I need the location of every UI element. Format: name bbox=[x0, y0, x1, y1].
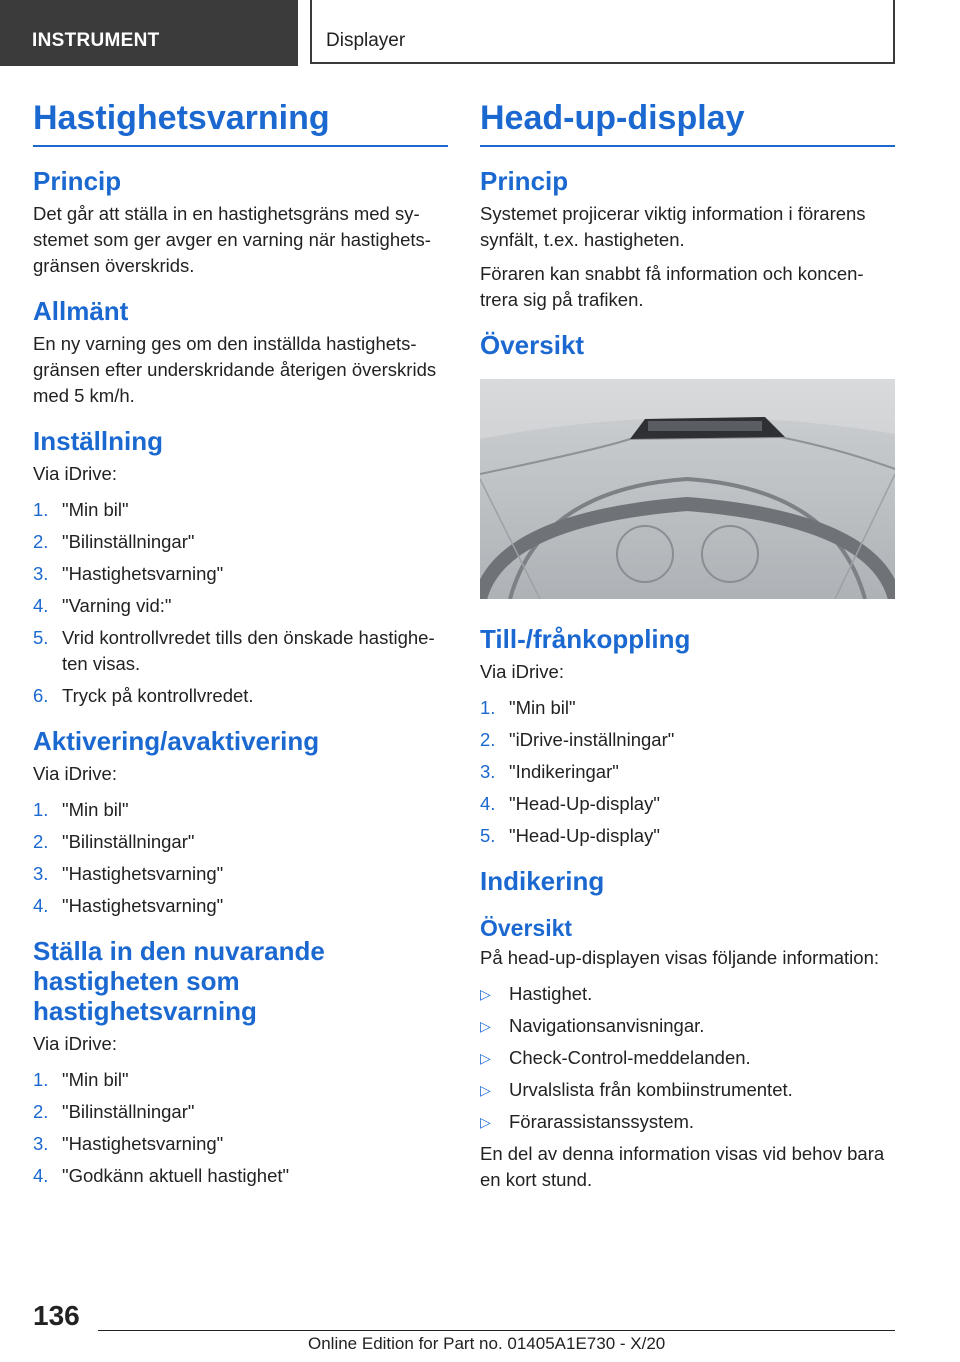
step-number: 4. bbox=[33, 1164, 49, 1186]
list-item bbox=[33, 893, 448, 919]
heading-installning: Inställning bbox=[33, 426, 163, 457]
step-text: "Min bil" bbox=[509, 697, 576, 719]
list-item bbox=[33, 1131, 448, 1157]
head-up-display-photo bbox=[480, 379, 895, 599]
step-text: Tryck på kontrollvredet. bbox=[62, 685, 254, 707]
list-item bbox=[480, 981, 895, 1007]
bullet-text: Urvalslista från kombiinstrumentet. bbox=[509, 1079, 793, 1101]
step-text: "Hastighetsvarning" bbox=[62, 894, 224, 916]
list-item bbox=[480, 1077, 895, 1103]
heading-princip-left: Princip bbox=[33, 166, 122, 197]
step-text: "Godkänn aktuell hastighet" bbox=[62, 1164, 290, 1186]
list-item bbox=[480, 727, 895, 753]
heading-indikering: Indikering bbox=[480, 866, 605, 897]
list-item bbox=[33, 497, 448, 523]
text-allmant: En ny varning ges om den inställda hastighets-gränsen efter underskridande återigen överskrids med 5 km/h. bbox=[33, 333, 437, 407]
step-number: 2. bbox=[33, 1100, 49, 1122]
intro-indikering: På head-up-displayen visas följande information: bbox=[480, 947, 880, 969]
intro-aktivering: Via iDrive: bbox=[33, 762, 117, 784]
list-item bbox=[33, 1163, 448, 1189]
intro-koppling: Via iDrive: bbox=[480, 661, 564, 683]
list-item bbox=[33, 593, 448, 619]
bullet-text: Förarassistanssystem. bbox=[509, 1111, 695, 1133]
bullet-text: Hastighet. bbox=[509, 983, 593, 1005]
triangle-right-icon: ▷ bbox=[480, 1114, 491, 1131]
list-item bbox=[480, 695, 895, 721]
list-item bbox=[33, 529, 448, 555]
step-text: "Bilinställningar" bbox=[62, 1100, 195, 1122]
step-text: "Hastighetsvarning" bbox=[62, 1132, 224, 1154]
step-number: 4. bbox=[33, 595, 49, 617]
step-number: 3. bbox=[33, 563, 49, 585]
list-indikering bbox=[480, 981, 895, 1135]
step-number: 1. bbox=[480, 697, 496, 719]
text-princip-right-2: Föraren kan snabbt få information och koncen-trera sig på trafiken. bbox=[480, 263, 864, 311]
step-text: "Hastighetsvarning" bbox=[62, 862, 224, 884]
footer-divider bbox=[98, 1330, 895, 1331]
step-number: 4. bbox=[33, 894, 49, 916]
title-hastighetsvarning: Hastighetsvarning bbox=[33, 100, 448, 147]
step-number: 2. bbox=[33, 531, 49, 553]
heading-allmant: Allmänt bbox=[33, 296, 129, 327]
step-number: 5. bbox=[480, 825, 496, 847]
list-item bbox=[33, 1067, 448, 1093]
step-text: "Bilinställningar" bbox=[62, 830, 195, 852]
list-item bbox=[480, 823, 895, 849]
step-number: 4. bbox=[480, 793, 496, 815]
step-number: 3. bbox=[33, 1132, 49, 1154]
triangle-right-icon: ▷ bbox=[480, 1082, 491, 1099]
list-item bbox=[480, 1013, 895, 1039]
text-princip-left: Det går att ställa in en hastighetsgräns med sy-stemet som ger avger en varning när hastighets-gränsen överskrids. bbox=[33, 203, 431, 277]
bullet-text: Navigationsanvisningar. bbox=[509, 1015, 705, 1037]
text-princip-right-1: Systemet projicerar viktig information i förarens synfält, t.ex. hastigheten. bbox=[480, 203, 866, 251]
step-number: 2. bbox=[480, 729, 496, 751]
heading-aktivering: Aktivering/avaktivering bbox=[33, 726, 320, 757]
list-item bbox=[480, 759, 895, 785]
step-text: "Head-Up-display" bbox=[509, 825, 660, 847]
list-aktivering bbox=[33, 797, 448, 919]
list-item bbox=[33, 561, 448, 587]
triangle-right-icon: ▷ bbox=[480, 1018, 491, 1035]
list-installning bbox=[33, 497, 448, 709]
step-text: "iDrive-inställningar" bbox=[509, 729, 675, 751]
title-head-up-display: Head-up-display bbox=[480, 100, 895, 147]
step-number: 3. bbox=[33, 862, 49, 884]
list-item bbox=[33, 829, 448, 855]
heading-nuvarande: Ställa in den nuvarande hastigheten som hastighetsvarning bbox=[33, 935, 325, 1026]
list-item bbox=[33, 683, 448, 709]
section-tab: INSTRUMENT bbox=[0, 0, 298, 66]
list-item bbox=[33, 625, 448, 677]
list-nuvarande bbox=[33, 1067, 448, 1189]
step-text: "Bilinställningar" bbox=[62, 531, 195, 553]
subheading-oversikt: Översikt bbox=[480, 914, 573, 941]
list-koppling bbox=[480, 695, 895, 849]
step-number: 1. bbox=[33, 1068, 49, 1090]
step-text: "Varning vid:" bbox=[62, 595, 172, 617]
chapter-tab: Displayer bbox=[310, 0, 895, 64]
step-number: 6. bbox=[33, 685, 49, 707]
outro-indikering: En del av denna information visas vid behov bara en kort stund. bbox=[480, 1143, 885, 1191]
list-item bbox=[33, 1099, 448, 1125]
bullet-text: Check-Control-meddelanden. bbox=[509, 1047, 751, 1069]
step-text: "Hastighetsvarning" bbox=[62, 563, 224, 585]
list-item bbox=[480, 791, 895, 817]
page-header bbox=[0, 0, 960, 66]
step-text: "Head-Up-display" bbox=[509, 793, 660, 815]
intro-installning: Via iDrive: bbox=[33, 463, 117, 485]
edition-text: Online Edition for Part no. 01405A1E730 - X/20 bbox=[308, 1334, 666, 1353]
step-number: 1. bbox=[33, 499, 49, 521]
heading-oversikt: Översikt bbox=[480, 330, 585, 361]
list-item bbox=[33, 797, 448, 823]
list-item bbox=[480, 1045, 895, 1071]
step-number: 2. bbox=[33, 830, 49, 852]
step-number: 3. bbox=[480, 761, 496, 783]
step-text: "Min bil" bbox=[62, 1068, 129, 1090]
heading-koppling: Till-/frånkoppling bbox=[480, 624, 691, 655]
step-text: Vrid kontrollvredet tills den önskade hastighe-ten visas. bbox=[62, 627, 435, 675]
step-number: 5. bbox=[33, 627, 49, 649]
step-text: "Min bil" bbox=[62, 499, 129, 521]
left-column bbox=[33, 100, 448, 1195]
step-text: "Indikeringar" bbox=[509, 761, 619, 783]
step-text: "Min bil" bbox=[62, 798, 129, 820]
intro-nuvarande: Via iDrive: bbox=[33, 1032, 117, 1054]
triangle-right-icon: ▷ bbox=[480, 986, 491, 1003]
heading-princip-right: Princip bbox=[480, 166, 569, 197]
page-number: 136 bbox=[33, 1300, 80, 1331]
triangle-right-icon: ▷ bbox=[480, 1050, 491, 1067]
right-column bbox=[480, 100, 895, 1201]
step-number: 1. bbox=[33, 798, 49, 820]
list-item bbox=[33, 861, 448, 887]
list-item bbox=[480, 1109, 895, 1135]
